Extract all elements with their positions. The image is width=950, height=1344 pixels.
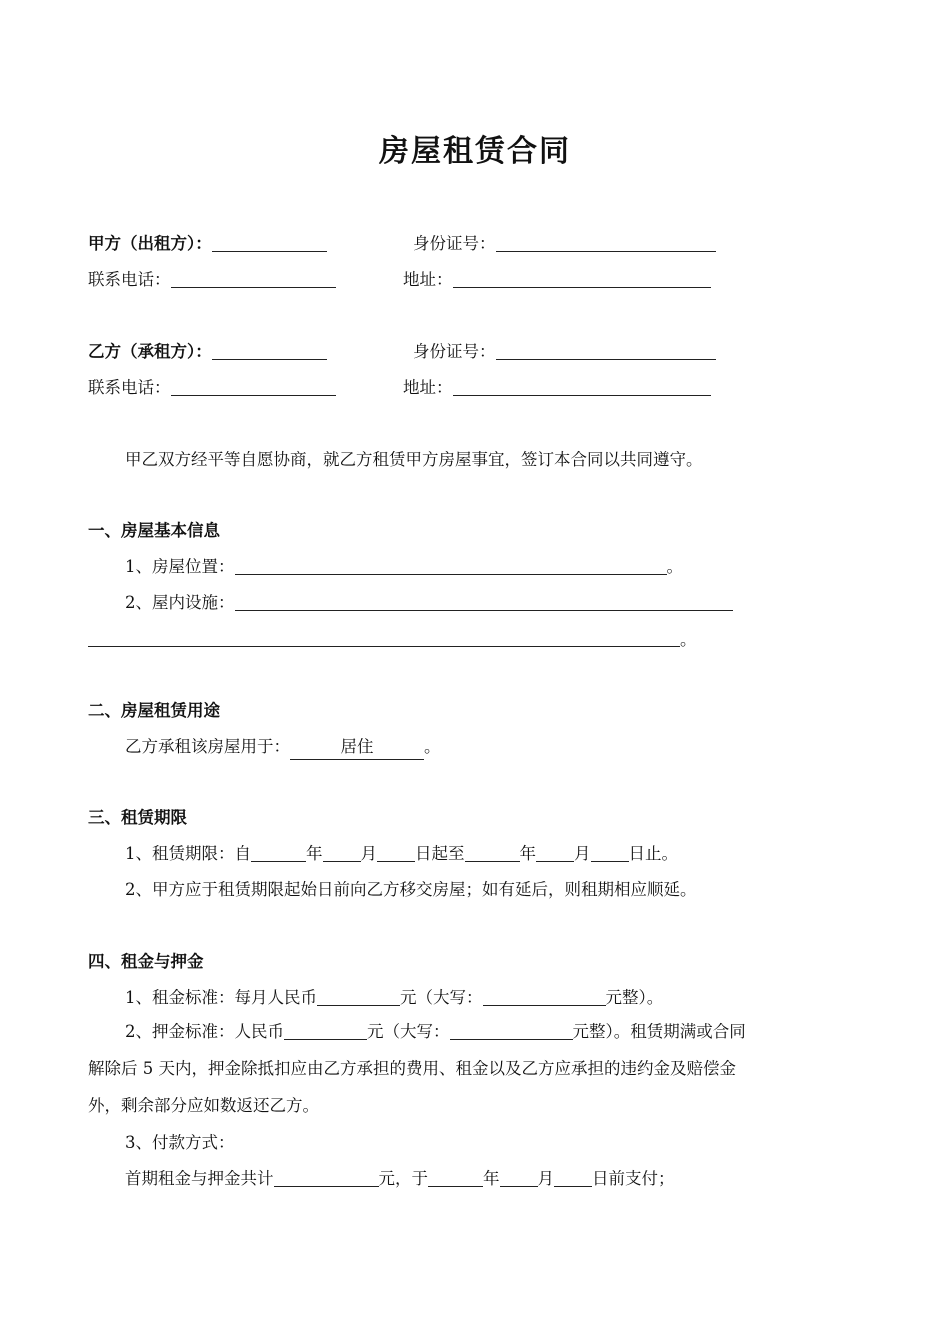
term-end-year-field[interactable]	[465, 843, 520, 862]
deposit-unit: 元（大写：	[367, 1022, 450, 1041]
payment-year-field[interactable]	[428, 1168, 483, 1187]
purpose-text-before: 乙方承租该房屋用于：	[125, 737, 290, 756]
section1-item2	[125, 591, 733, 615]
house-location-label: 1、房屋位置：	[125, 557, 235, 576]
facilities-field-line1[interactable]	[235, 592, 733, 611]
party-a-address-label: 地址：	[403, 270, 453, 289]
party-a-name-field[interactable]	[212, 233, 327, 252]
party-a-label: 甲方（出租方）：	[88, 234, 212, 253]
party-a-phone-field[interactable]	[171, 269, 336, 288]
party-b-address-label: 地址：	[403, 378, 453, 397]
house-location-end: 。	[666, 557, 683, 576]
term-month2-label: 月	[574, 844, 591, 863]
section3-item1	[125, 842, 678, 866]
term-start-month-field[interactable]	[323, 843, 361, 862]
party-a-phone-row	[88, 268, 336, 292]
section4-item3-label: 3、付款方式：	[125, 1133, 235, 1152]
section3-item2: 2、甲方应于租赁期限起始日前向乙方移交房屋；如有延后，则租期相应顺延。	[125, 880, 697, 899]
section4-item2-line3: 外，剩余部分应如数返还乙方。	[88, 1096, 319, 1115]
term-month-label: 月	[360, 844, 377, 863]
deposit-amount-words-field[interactable]	[450, 1021, 573, 1040]
payment-month-label: 月	[537, 1169, 554, 1188]
party-b-phone-row	[88, 376, 336, 400]
payment-total-field[interactable]	[274, 1168, 379, 1187]
party-a-id-row	[413, 232, 716, 256]
house-location-field[interactable]	[235, 556, 667, 575]
section4-item2-line2: 解除后 5 天内，押金除抵扣应由乙方承担的费用、租金以及乙方应承担的违约金及赔偿金	[88, 1059, 736, 1078]
party-b-phone-field[interactable]	[171, 377, 336, 396]
party-a-phone-label: 联系电话：	[88, 270, 171, 289]
term-end-day-field[interactable]	[591, 843, 629, 862]
section4-item3-line	[125, 1167, 675, 1191]
deposit-amount-field[interactable]	[284, 1021, 367, 1040]
payment-month-field[interactable]	[500, 1168, 538, 1187]
rent-amount-words-field[interactable]	[483, 987, 606, 1006]
document-title: 房屋租赁合同	[379, 134, 571, 169]
party-a-address-field[interactable]	[453, 269, 711, 288]
deposit-suffix: 元整）。租赁期满或合同	[572, 1022, 746, 1041]
party-b-address-row	[403, 376, 711, 400]
party-b-name-field[interactable]	[212, 341, 327, 360]
rent-suffix: 元整）。	[605, 988, 664, 1007]
party-b-name-row	[88, 340, 327, 364]
section1-heading: 一、房屋基本信息	[88, 521, 220, 540]
payment-day-field[interactable]	[554, 1168, 592, 1187]
section2-heading: 二、房屋租赁用途	[88, 701, 220, 720]
party-b-id-field[interactable]	[496, 341, 716, 360]
party-b-id-row	[413, 340, 716, 364]
payment-year-label: 年	[483, 1169, 500, 1188]
party-b-label: 乙方（承租方）：	[88, 342, 212, 361]
term-end-month-field[interactable]	[536, 843, 574, 862]
rent-prefix: 1、租金标准：每月人民币	[125, 988, 317, 1007]
term-prefix: 1、租赁期限：自	[125, 844, 251, 863]
section1-item1	[125, 555, 683, 579]
deposit-prefix: 2、押金标准：人民币	[125, 1022, 284, 1041]
term-year-label: 年	[306, 844, 323, 863]
payment-suffix: 日前支付；	[592, 1169, 675, 1188]
section2-line	[125, 735, 441, 760]
party-a-id-field[interactable]	[496, 233, 716, 252]
party-b-address-field[interactable]	[453, 377, 711, 396]
section4-item1	[125, 986, 663, 1010]
term-day-from-label: 日起至	[415, 844, 465, 863]
party-a-name-row	[88, 232, 327, 256]
term-start-year-field[interactable]	[251, 843, 306, 862]
purpose-text-after: 。	[424, 737, 441, 756]
payment-prefix: 首期租金与押金共计	[125, 1169, 274, 1188]
party-b-id-label: 身份证号：	[413, 342, 496, 361]
purpose-field[interactable]: 居住	[290, 735, 424, 760]
term-day-to-label: 日止。	[628, 844, 678, 863]
intro-paragraph: 甲乙双方经平等自愿协商，就乙方租赁甲方房屋事宜，签订本合同以共同遵守。	[125, 450, 703, 469]
party-b-phone-label: 联系电话：	[88, 378, 171, 397]
rent-unit: 元（大写：	[400, 988, 483, 1007]
section3-heading: 三、租赁期限	[88, 808, 187, 827]
party-a-id-label: 身份证号：	[413, 234, 496, 253]
term-year2-label: 年	[519, 844, 536, 863]
facilities-field-line2[interactable]	[88, 646, 680, 647]
rent-amount-field[interactable]	[317, 987, 400, 1006]
section4-heading: 四、租金与押金	[88, 952, 204, 971]
term-start-day-field[interactable]	[377, 843, 415, 862]
facilities-label: 2、屋内设施：	[125, 593, 235, 612]
party-a-address-row	[403, 268, 711, 292]
section4-item2-line1	[125, 1020, 746, 1044]
payment-unit: 元，于	[378, 1169, 428, 1188]
facilities-end: 。	[680, 630, 697, 649]
